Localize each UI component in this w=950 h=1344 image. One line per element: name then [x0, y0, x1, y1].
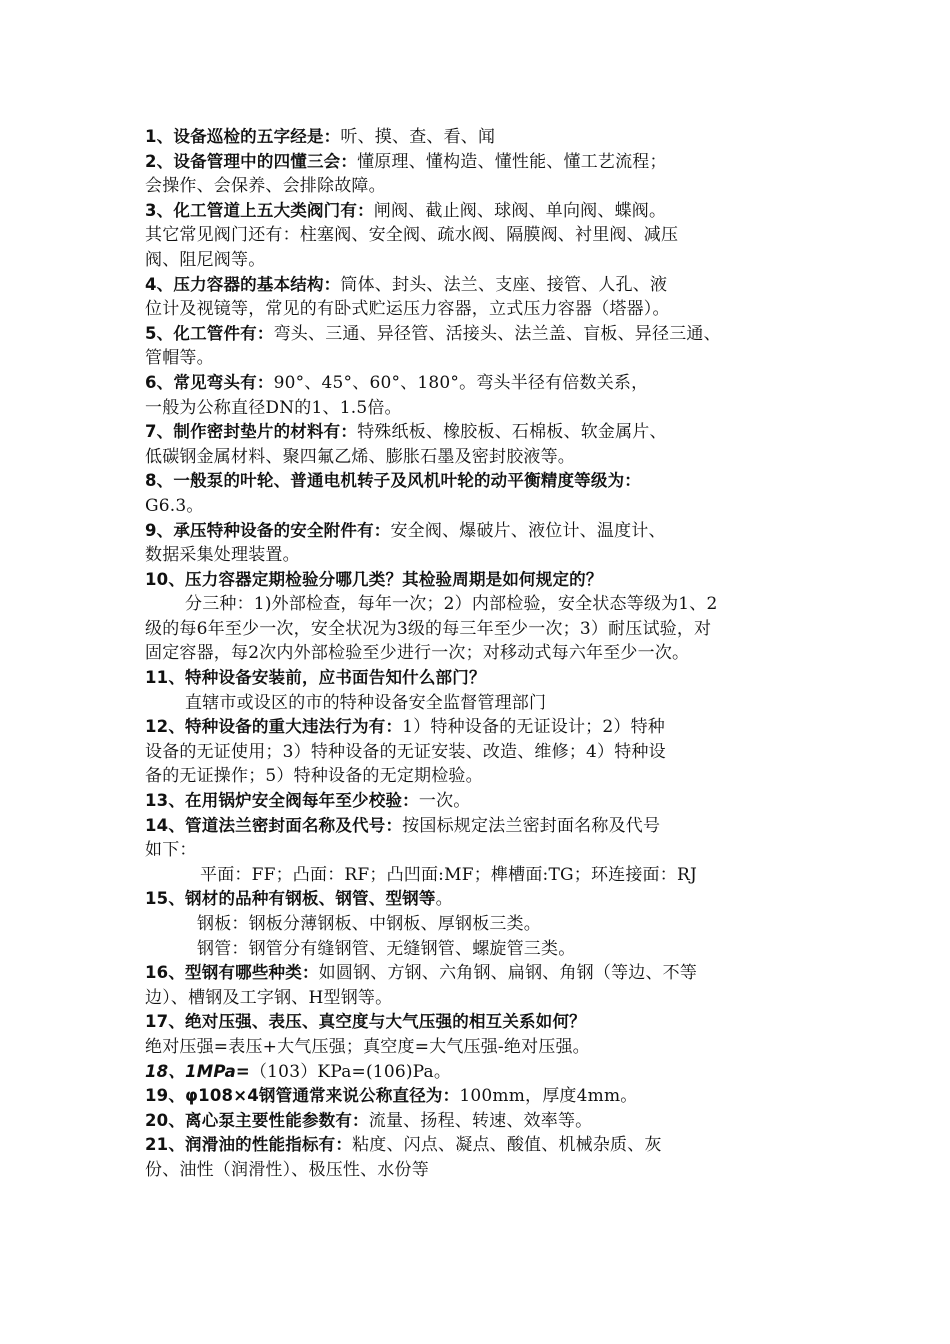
answer-text: 听、摸、查、看、闻 [340, 127, 496, 147]
document-line [145, 297, 810, 322]
answer-text: 90°、45°、60°、180°。弯头半径有倍数关系， [273, 372, 649, 393]
answer-text: 一般为公称直径DN的1、1.5倍。 [145, 397, 402, 418]
question-heading: 5、化工管件有： [145, 323, 274, 343]
answer-text: （103）KPa=(106)Pa。 [249, 1061, 452, 1082]
answer-text: 位计及视镜等，常见的有卧式贮运压力容器，立式压力容器（塔器）。 [145, 299, 670, 320]
document-line [145, 592, 810, 617]
document-line [145, 445, 810, 470]
question-heading: 19、φ108×4钢管通常来说公称直径为： [145, 1086, 460, 1106]
answer-text: 特殊纸板、橡胶板、石棉板、软金属片、 [357, 422, 667, 443]
document-line [145, 1084, 810, 1109]
answer-text: 固定容器，每2次内外部检验至少进行一次；对移动式每六年至少一次。 [145, 643, 690, 664]
question-heading: 2、设备管理中的四懂三会： [145, 151, 358, 171]
answer-text: 钢管：钢管分有缝钢管、无缝钢管、螺旋管三类。 [197, 938, 576, 959]
document-line [145, 519, 810, 544]
answer-text: 直辖市或设区的市的特种设备安全监督管理部门 [185, 692, 547, 713]
document-line [145, 396, 810, 421]
answer-text: 流量、扬程、转速、效率等。 [368, 1110, 593, 1131]
document-line [145, 273, 810, 298]
document-line [145, 371, 810, 396]
document-line [145, 1133, 810, 1158]
document-line [145, 937, 810, 962]
answer-text: 其它常见阀门还有：柱塞阀、安全阀、疏水阀、隔膜阀、衬里阀、减压 [145, 225, 679, 246]
question-heading: 16、型钢有哪些种类： [145, 963, 319, 983]
answer-text: 安全阀、爆破片、液位计、温度计、 [390, 520, 666, 541]
question-heading: 3、化工管道上五大类阀门有： [145, 200, 374, 220]
document-line [145, 1060, 810, 1085]
question-heading: 8、一般泵的叶轮、普通电机转子及风机叶轮的动平衡精度等级为： [145, 471, 641, 491]
document-line [145, 150, 810, 175]
answer-text: 低碳钢金属材料、聚四氟乙烯、膨胀石墨及密封胶液等。 [145, 446, 575, 467]
document-line [145, 691, 810, 716]
document-line [145, 223, 810, 248]
answer-text: 会操作、会保养、会排除故障。 [145, 176, 386, 197]
answer-text: 1）特种设备的无证设计；2）特种 [402, 717, 666, 738]
question-heading: 10、压力容器定期检验分哪几类？其检验周期是如何规定的？ [145, 569, 603, 589]
document-body [145, 125, 810, 1183]
answer-text: 如圆钢、方钢、六角钢、扁钢、角钢（等边、不等 [318, 963, 698, 984]
answer-text: 平面：FF；凸面：RF；凸凹面:MF；榫槽面:TG；环连接面：RJ [200, 864, 697, 885]
answer-text: G6.3。 [145, 495, 204, 516]
document-line [145, 863, 810, 888]
answer-text: 份、油性（润滑性）、极压性、水份等 [145, 1159, 429, 1180]
document-line [145, 1158, 810, 1183]
question-heading: 15、钢材的品种有钢板、钢管、型钢等 [145, 889, 436, 909]
answer-text: 一次。 [418, 791, 471, 812]
answer-text: 绝对压强=表压+大气压强；真空度=大气压强-绝对压强。 [145, 1036, 590, 1057]
document-line [145, 617, 810, 642]
document-line [145, 469, 810, 494]
question-heading: 11、特种设备安装前，应书面告知什么部门？ [145, 668, 486, 688]
document-line [145, 986, 810, 1011]
document-line [145, 1109, 810, 1134]
question-heading: 20、离心泵主要性能参数有： [145, 1110, 369, 1130]
answer-text: 100mm，厚度4mm。 [459, 1086, 638, 1107]
document-line [145, 1035, 810, 1060]
document-line [145, 322, 810, 347]
question-heading: 17、绝对压强、表压、真空度与大气压强的相互关系如何？ [145, 1012, 586, 1032]
question-heading: 14、管道法兰密封面名称及代号： [145, 815, 403, 835]
document-line [145, 199, 810, 224]
document-line [145, 543, 810, 568]
question-heading: 4、压力容器的基本结构： [145, 274, 341, 294]
answer-text: 闸阀、截止阀、球阀、单向阀、蝶阀。 [373, 200, 667, 221]
document-line [145, 346, 810, 371]
answer-text: 数据采集处理装置。 [145, 545, 300, 566]
question-heading: 12、特种设备的重大违法行为有： [145, 717, 403, 737]
question-heading: 1、设备巡检的五字经是： [145, 127, 341, 146]
answer-text: 备的无证操作；5）特种设备的无定期检验。 [145, 766, 483, 787]
document-line [145, 641, 810, 666]
document-line [145, 494, 810, 519]
answer-text: 管帽等。 [145, 348, 214, 369]
document-line [145, 1010, 810, 1035]
document-line [145, 248, 810, 273]
answer-text: 阀、阻尼阀等。 [145, 249, 266, 270]
question-heading: 18、1MPa= [145, 1061, 250, 1081]
question-heading: 13、在用锅炉安全阀每年至少校验： [145, 791, 419, 811]
document-line [145, 420, 810, 445]
answer-text: 粘度、闪点、凝点、酸值、机械杂质、灰 [352, 1135, 662, 1156]
document-line [145, 887, 810, 912]
document-line [145, 666, 810, 691]
question-heading: 9、承压特种设备的安全附件有： [145, 520, 391, 540]
document-line [145, 814, 810, 839]
question-heading: 6、常见弯头有： [145, 372, 274, 392]
document-line [145, 912, 810, 937]
document-line [145, 174, 810, 199]
answer-text: 。 [435, 889, 453, 910]
answer-text: 边）、槽钢及工字钢、H型钢等。 [145, 987, 393, 1008]
answer-text: 钢板：钢板分薄钢板、中钢板、厚钢板三类。 [197, 914, 541, 934]
question-heading: 21、润滑油的性能指标有： [145, 1135, 353, 1155]
document-line [145, 568, 810, 593]
answer-text: 按国标规定法兰密封面名称及代号 [402, 815, 661, 836]
document-line [145, 715, 810, 740]
document-line [145, 961, 810, 986]
answer-text: 懂原理、懂构造、懂性能、懂工艺流程； [357, 151, 667, 172]
answer-text: 弯头、三通、异径管、活接头、法兰盖、盲板、异径三通、 [273, 323, 721, 344]
answer-text: 如下： [145, 840, 197, 861]
answer-text: 设备的无证使用；3）特种设备的无证安装、改造、维修；4）特种设 [145, 741, 666, 762]
question-heading: 7、制作密封垫片的材料有： [145, 422, 358, 442]
answer-text: 级的每6年至少一次，安全状况为3级的每三年至少一次；3）耐压试验，对 [145, 618, 712, 639]
document-line [145, 838, 810, 863]
document-line [145, 764, 810, 789]
document-line [145, 740, 810, 765]
document-line [145, 789, 810, 814]
document-line [145, 125, 810, 150]
answer-text: 筒体、封头、法兰、支座、接管、人孔、液 [340, 274, 668, 295]
answer-text: 分三种：1)外部检查，每年一次；2）内部检验，安全状态等级为1、2 [185, 594, 718, 615]
